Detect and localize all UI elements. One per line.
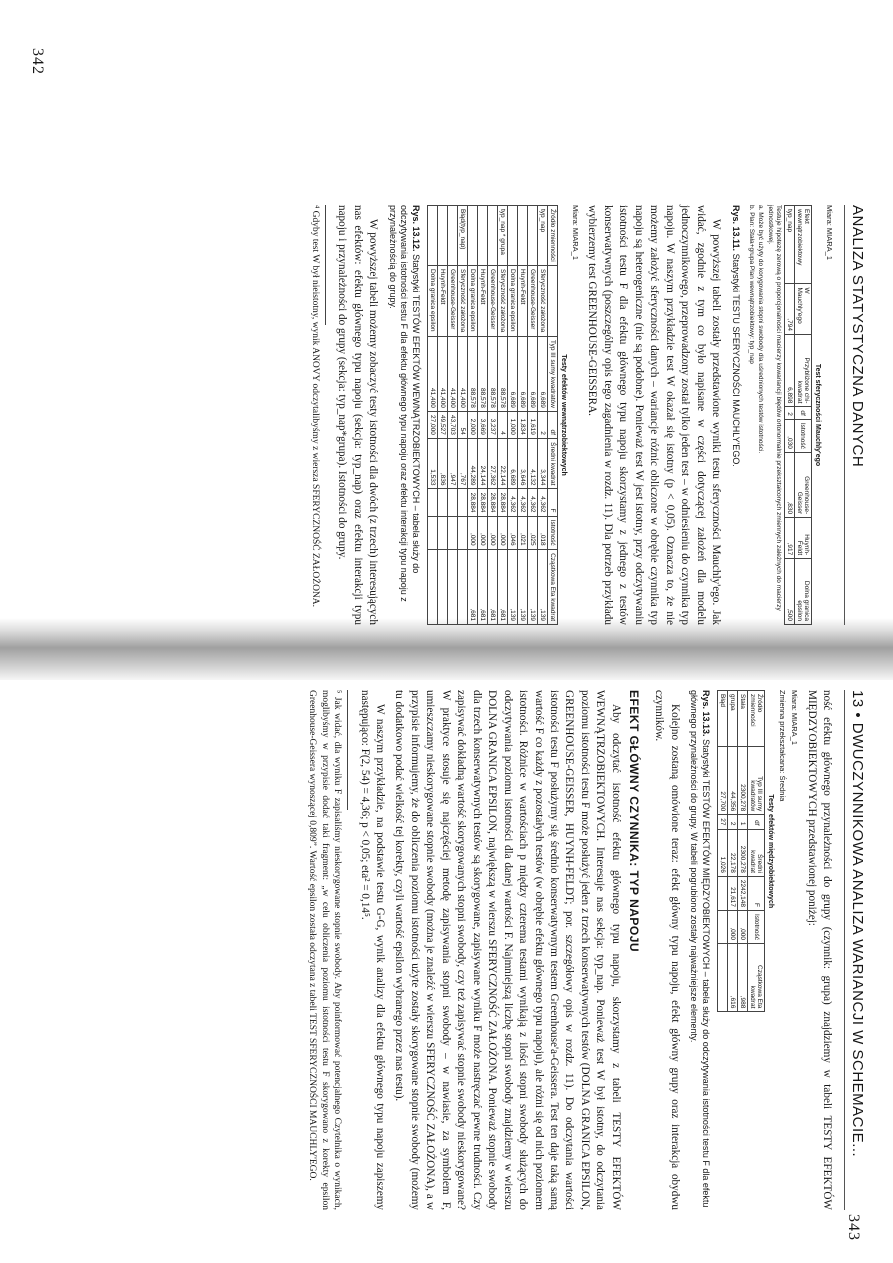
table-cell: 2 — [538, 411, 548, 438]
table-cell — [448, 206, 458, 266]
table-cell: 6,689 — [528, 336, 538, 411]
table-header-cell: Średni kwadrat — [748, 829, 765, 876]
table-cell: 4,362 — [518, 489, 528, 516]
table-cell — [438, 516, 448, 549]
body-paragraph: ność efektu głównego przynależności do grupy (czynnik: grupa) znajdziemy w tabeli TESTY EFEKTÓW MIĘDZYOBIEKTOWYCH przedstawionej poniżej: — [805, 690, 833, 1210]
table-cell: ,767 — [458, 438, 468, 489]
table-cell: 4,132 — [528, 438, 538, 489]
between-subjects-table — [717, 690, 765, 1012]
table-cell: 4,362 — [508, 489, 518, 516]
table-cell: Huynh-Feldt — [478, 266, 488, 337]
table-header-cell: Typ III sumy kwadratów — [548, 336, 558, 411]
table-header-cell: Istotność — [548, 516, 558, 549]
table-cell — [438, 489, 448, 516]
table-cell: 41,400 — [428, 336, 438, 411]
table-cell: ,139 — [508, 549, 518, 624]
table-cell: ,000 — [738, 911, 748, 944]
table-cell: 54 — [458, 411, 468, 438]
table-cell: 88,578 — [488, 336, 498, 411]
table-cell — [448, 516, 458, 549]
table-cell: Dolna granica epsilon — [468, 266, 478, 337]
table-body — [428, 206, 548, 625]
between-measure: Miara: MIARA_1 — [790, 690, 800, 746]
table-cell: Błąd(typ_nap) — [458, 206, 468, 266]
figure-caption-text: Statystyki TESTÓW EFEKTÓW WEWNĄTRZOBIEKTOWYCH – tabela służy do odczytywania istotności testu F dla efektu głównego typu napoju oraz efektu interakcji typu napoju z przynależnością do grupy. — [387, 205, 422, 602]
table-header-cell: Dolna granica epsilon — [795, 559, 812, 625]
table-header-cell: Źródło zmienności — [748, 691, 765, 747]
table-cell — [468, 206, 478, 266]
within-measure: Miara: MIARA_1 — [571, 205, 581, 261]
running-header-left: ANALIZA STATYSTYCZNA DANYCH — [844, 205, 866, 625]
between-submeasure: Zmienna przekształcana: Średnia — [778, 690, 788, 802]
between-table-title: Testy efektów międzyobiektowych — [767, 794, 775, 909]
table-cell: ,030 — [785, 419, 795, 452]
table-row — [738, 691, 748, 1012]
table-cell — [458, 549, 468, 624]
table-cell: ,681 — [488, 549, 498, 624]
table-cell — [528, 206, 538, 266]
table-cell: ,021 — [518, 516, 528, 549]
table-row — [468, 206, 478, 625]
table-cell: 22,178 — [728, 829, 738, 876]
table-header-cell: Istotność — [795, 419, 812, 452]
table-cell: ,025 — [528, 516, 538, 549]
table-row — [718, 691, 728, 1012]
table-cell: 1,026 — [718, 829, 728, 876]
table-header-cell: Typ III sumy kwadratów — [748, 747, 765, 815]
table-cell — [438, 549, 448, 624]
table-cell: 4,362 — [538, 489, 548, 516]
table-cell — [718, 944, 728, 1012]
table-cell: ,139 — [538, 549, 548, 624]
table-cell: typ_nap * grupa — [498, 206, 508, 266]
table-header-cell: df — [795, 407, 812, 419]
table-cell: 2242,148 — [738, 876, 748, 910]
figure-label: Rys. 13.11. — [730, 205, 741, 252]
table-cell: Błąd — [718, 691, 728, 747]
body-paragraph: W naszym przykładzie, na podstawie testu G-G, wynik analizy dla efektu głównego typu napoju zapiszemy następująco: F(2, 54) = 4,36; p < 0,05; eta² = 0,14⁵. — [358, 690, 387, 1210]
table-cell — [428, 549, 438, 624]
table-cell — [448, 549, 458, 624]
table-cell: ,681 — [478, 549, 488, 624]
table-cell: Sferyczność założona — [458, 266, 468, 337]
table-body — [718, 691, 748, 1012]
body-paragraph: Aby odczytać istotność efektu głównego typu napoju, skorzystamy z tabeli TESTY EFEKTÓW WEWNĄTRZOBIEKTOWYCH. Interesuje nas sekcja: typ_nap. Ponieważ test W był istotny, do odczytania poziomu istotności testu F może posłużyć jeden z trzech konserwatywnych testów (DOLNA GRANICA EPSILON, GREENHOUSE-GEISSER, HUYNH-FELDT; por. szczegółowy opis w rozdz. 11). Do odczytania wartości istotności testu F posłużymy się średnio konserwatywnym testem Greenhouse'a-Geissera. Test ten daje taką samą wartość F co każdy z pozostałych testów (w obrębie efektu głównego typu napoju), ale różni się od nich poziomem istotności. Różnice w wartościach p między czterema testami wynikają z ilości stopni swobody służących do odczytywania poziomu istotności dla danej wartości F. Najmniejszą liczbę stopni swobody znajdziemy w wierszu DOLNA GRANICA EPSILON, największą w wierszu SFERYCZNOŚĆ ZAŁOŻONA. Ponieważ stopnie swobody dla trzech konserwatywnych testów są skorygowane, zapisywane wyniku F może nastręczać pewne trudności. Czy zapisywać dokładną wartość skorygowanych stopni swobody, czy też zapisywać stopnie swobody nieskorygowane? W praktyce stosuje się najczęściej metodę zapisywania stopni swobody – w nawiasie, za symbolem F, umieszczamy nieskorygowane stopnie swobody (można je znaleźć w wierszu SFERYCZNOŚĆ ZAŁOŻONA), a w przypisie informujemy, że do obliczenia poziomu istotności użyte zostały skorygowane stopnie swobody (możemy tu dodatkowo podać wielkość tej korekty, czyli wartość epsilon wybranego przez nas testu). — [393, 690, 622, 1210]
body-paragraph: W powyższej tabeli możemy zobaczyć testy istotności dla dwóch (z trzech) interesujących nas efektów: efektu głównego typu napoju (sekcja: typ_nap) oraz efektu interakcji typu napoju i przynależności do grupy (sekcja: typ_nap*grupa). Istotności do grupy. — [336, 205, 379, 625]
table-cell: ,836 — [438, 438, 448, 489]
figure-caption-text: Statystyki TESTÓW EFEKTÓW MIĘDZYOBIEKTOWYCH – tabela służy do odczytywania istotności testu F dla efektu głównego przynależności do grupy. W tabeli pogrubiono zostały najważniejsze elementy. — [689, 690, 712, 1208]
table-header-cell: Cząstkowa Eta kwadrat — [748, 944, 765, 1012]
table-cell: 6,689 — [508, 438, 518, 489]
figure-caption — [688, 690, 711, 1210]
table-cell — [718, 911, 728, 944]
table-cell: 2300,278 — [738, 829, 748, 876]
table-cell: 41,400 — [458, 336, 468, 411]
table-cell: 41,400 — [438, 336, 448, 411]
table-cell — [518, 206, 528, 266]
table-row — [528, 206, 538, 625]
table-row — [488, 206, 498, 625]
table-cell: Stała — [738, 691, 748, 747]
table-row — [785, 206, 795, 625]
mauchly-measure: Miara: MIARA_1 — [825, 205, 834, 261]
footnote-rule — [347, 690, 348, 810]
table-header-row — [548, 206, 558, 625]
table-header-cell: Źródło zmienności — [548, 206, 558, 266]
table-header-cell: Przybliżone chi-kwadrat — [795, 334, 812, 406]
between-table-block — [717, 690, 799, 1012]
table-cell: 6,898 — [785, 334, 795, 406]
table-cell: ,988 — [738, 944, 748, 1012]
table-row — [458, 206, 468, 625]
within-subjects-table — [427, 205, 558, 625]
table-cell: 28,884 — [498, 489, 508, 516]
table-cell: ,018 — [538, 516, 548, 549]
table-header-cell: F — [748, 876, 765, 910]
table-cell: 3,669 — [478, 411, 488, 438]
table-cell: Sferyczność założona — [538, 266, 548, 337]
table-cell: ,794 — [785, 284, 795, 335]
table-header-cell: W Mauchly'ego — [795, 284, 812, 335]
table-cell: 6,689 — [518, 336, 528, 411]
table-cell: Dolna granica epsilon — [508, 266, 518, 337]
table-cell — [428, 206, 438, 266]
table-cell — [458, 516, 468, 549]
within-table-block — [427, 205, 580, 625]
table-header-cell: F — [548, 489, 558, 516]
table-cell: grupa — [728, 691, 738, 747]
table-cell: 3,237 — [488, 411, 498, 438]
table-cell: 21,617 — [728, 876, 738, 910]
table-cell: 44,356 — [728, 747, 738, 815]
table-cell: ,000 — [488, 516, 498, 549]
table-cell: ,500 — [785, 559, 795, 625]
table-cell: ,046 — [508, 516, 518, 549]
table-cell: 2 — [785, 407, 795, 419]
table-note: b. Plan: Stała+grupa Plan wewnątrzobiektowy: typ_nap — [747, 205, 755, 364]
table-cell: Huynh-Feldt — [518, 266, 528, 337]
table-cell: 3,344 — [538, 438, 548, 489]
table-cell: 2 — [728, 815, 738, 829]
body-paragraph: Kolejno zostaną omówione teraz: efekt główny typu napoju, efekt główny grupy oraz interakcja obydwu czynników. — [653, 690, 681, 1210]
table-cell: 6,689 — [508, 336, 518, 411]
table-header-cell: Średni kwadrat — [548, 438, 558, 489]
table-cell: ,616 — [728, 944, 738, 1012]
within-table-title: Testy efektów wewnątrzobiektowych — [560, 354, 568, 476]
table-row — [448, 206, 458, 625]
page-number-right: 343 — [845, 1214, 862, 1241]
table-cell — [428, 489, 438, 516]
table-header-cell: df — [748, 815, 765, 829]
table-cell: Dolna granica epsilon — [428, 266, 438, 337]
mauchly-table-block — [747, 205, 834, 625]
table-cell: 27,362 — [488, 438, 498, 489]
table-row — [728, 691, 738, 1012]
table-cell — [448, 489, 458, 516]
table-cell: 2,000 — [468, 411, 478, 438]
table-cell: 27,700 — [718, 747, 728, 815]
table-cell: 24,144 — [478, 438, 488, 489]
table-cell: 43,703 — [448, 411, 458, 438]
table-cell: typ_nap — [538, 206, 548, 266]
section-heading: EFEKT GŁÓWNY CZYNNIKA: TYP NAPOJU — [626, 690, 641, 953]
table-header-cell — [548, 266, 558, 337]
table-row — [538, 206, 548, 625]
table-header-cell: Huynh-Feldt — [795, 518, 812, 559]
table-cell — [488, 206, 498, 266]
left-page — [36, 205, 866, 625]
table-cell: 27 — [718, 815, 728, 829]
table-header-cell: Istotność — [748, 911, 765, 944]
table-cell: 22,144 — [498, 438, 508, 489]
figure-label: Rys. 13.12. — [411, 205, 422, 252]
body-paragraph: W powyższej tabeli zostały przedstawione wyniki testu sferyczności Mauchly'ego. Jak widać, zgodnie z tym co było napisane w części dotyczącej założeń dla modelu jednoczynnikowego, przeprowadzony został tylko jeden test – w odniesieniu do czynnika typ napoju. W naszym przykładzie test W okazał się istotny (p < 0,05). Oznacza to, że nie możemy założyć sferyczności danych – wariancje różnic obliczone w obrębie czynnika typ napoju są heterogeniczne (nie są podobne). Ponieważ test W jest istotny, przy odczytywaniu istotności testu F dla efektu głównego typu napoju skorzystamy z jednego z testów konserwatywnych (poszczególny opis tego zagadnienia w rozdz. 11). Dla potrzeb przykładu wybierzemy test GREENHOUSE-GEISSERA. — [586, 205, 723, 625]
running-header-right: 13 • DWUCZYNNIKOWA ANALIZA WARIANCJI W SCHEMACIE... — [844, 690, 866, 1210]
table-cell: Greenhouse-Geisser — [448, 266, 458, 337]
table-cell: Greenhouse-Geisser — [488, 266, 498, 337]
table-row — [508, 206, 518, 625]
table-cell: ,681 — [498, 549, 508, 624]
table-cell: Sferyczność założona — [498, 266, 508, 337]
page-number-left: 342 — [29, 48, 46, 75]
table-cell — [718, 876, 728, 910]
table-cell: 88,578 — [478, 336, 488, 411]
table-cell: ,000 — [498, 516, 508, 549]
table-cell: 2300,278 — [738, 747, 748, 815]
figure-caption — [386, 205, 421, 625]
table-cell: 4 — [498, 411, 508, 438]
table-cell — [438, 206, 448, 266]
table-cell: 88,578 — [498, 336, 508, 411]
table-header-cell: df — [548, 411, 558, 438]
table-cell: Huynh-Feldt — [438, 266, 448, 337]
table-cell — [458, 489, 468, 516]
table-cell: ,947 — [448, 438, 458, 489]
footnote: ⁵ Jak widać, dla wyniku F zapisaliśmy nieskorygowane stopnie swobody. Aby poinformować potencjalnego Czytelnika o wynikach, moglibyśmy w przypisie dodać taki fragment: „w celu obliczenia poziomu istotności testu F skorygowano z korekty epsilon Greenhouse-Geissera wynoszącej 0,809”. Wartość epsilon została odczytana z tabeli TEST SFERYCZNOŚCI MAUCHLY'EGO. — [307, 690, 343, 1210]
table-cell: 49,527 — [438, 411, 448, 438]
table-note: a. Może być użyty do korygowania stopni swobody dla uśrednionych testów istotności. — [757, 205, 765, 454]
table-cell: Greenhouse-Geisser — [528, 266, 538, 337]
book-spine-shadow — [0, 618, 893, 680]
mauchly-table-title: Test sferyczności Mauchly'ego — [814, 363, 821, 467]
figure-caption-text: Statystyki TESTU SFERYCZNOŚCI MAUCHLY'EGO. — [730, 253, 741, 467]
table-cell: ,000 — [468, 516, 478, 549]
footnote: ⁴ Gdyby test W był nieistotny, wynik ANOVY odczytalibyśmy z wiersza SFERYCZNOŚĆ ZAŁOŻONA. — [309, 205, 320, 608]
table-cell: 1,533 — [428, 438, 438, 489]
table-cell: ,917 — [785, 518, 795, 559]
table-cell: ,830 — [785, 452, 795, 517]
footnote-rule — [325, 205, 326, 325]
figure-caption — [729, 205, 741, 625]
table-cell: 88,578 — [468, 336, 478, 411]
table-header-cell: Cząstkowa Eta kwadrat — [548, 549, 558, 624]
table-row — [478, 206, 488, 625]
table-row — [438, 206, 448, 625]
table-cell: ,000 — [478, 516, 488, 549]
table-cell: ,681 — [468, 549, 478, 624]
table-cell: 6,689 — [538, 336, 548, 411]
table-cell: 1 — [738, 815, 748, 829]
table-header-row — [795, 206, 812, 625]
table-cell: 1,619 — [528, 411, 538, 438]
table-cell: 27,000 — [428, 411, 438, 438]
table-cell: 1,834 — [518, 411, 528, 438]
table-cell — [428, 516, 438, 549]
table-note: Testuje hipotezę zerową o proporcjonalności macierzy kowariancji błędów ortonormalnie przekształconych zmiennych zależnych do macierzy jednostkowej. — [767, 205, 782, 611]
table-cell: typ_nap — [785, 206, 795, 284]
right-page — [36, 690, 866, 1210]
table-row — [428, 206, 438, 625]
table-cell: 4,362 — [528, 489, 538, 516]
table-cell: 28,884 — [468, 489, 478, 516]
table-cell: ,000 — [728, 911, 738, 944]
mauchly-table — [784, 205, 812, 625]
table-header-cell: Greenhouse-Geisser — [795, 452, 812, 517]
table-cell — [508, 206, 518, 266]
table-row — [498, 206, 508, 625]
table-cell: 3,646 — [518, 438, 528, 489]
table-row — [518, 206, 528, 625]
table-cell: 1,000 — [508, 411, 518, 438]
table-cell: ,139 — [518, 549, 528, 624]
table-cell: 41,400 — [448, 336, 458, 411]
table-header-cell: Efekt wewnątrzobiektowy — [795, 206, 812, 284]
table-cell — [478, 206, 488, 266]
table-cell: ,139 — [528, 549, 538, 624]
figure-label: Rys. 13.13. — [701, 690, 712, 737]
table-header-row — [748, 691, 765, 1012]
table-cell: 28,884 — [478, 489, 488, 516]
table-cell: 28,884 — [488, 489, 498, 516]
table-cell: 44,289 — [468, 438, 478, 489]
